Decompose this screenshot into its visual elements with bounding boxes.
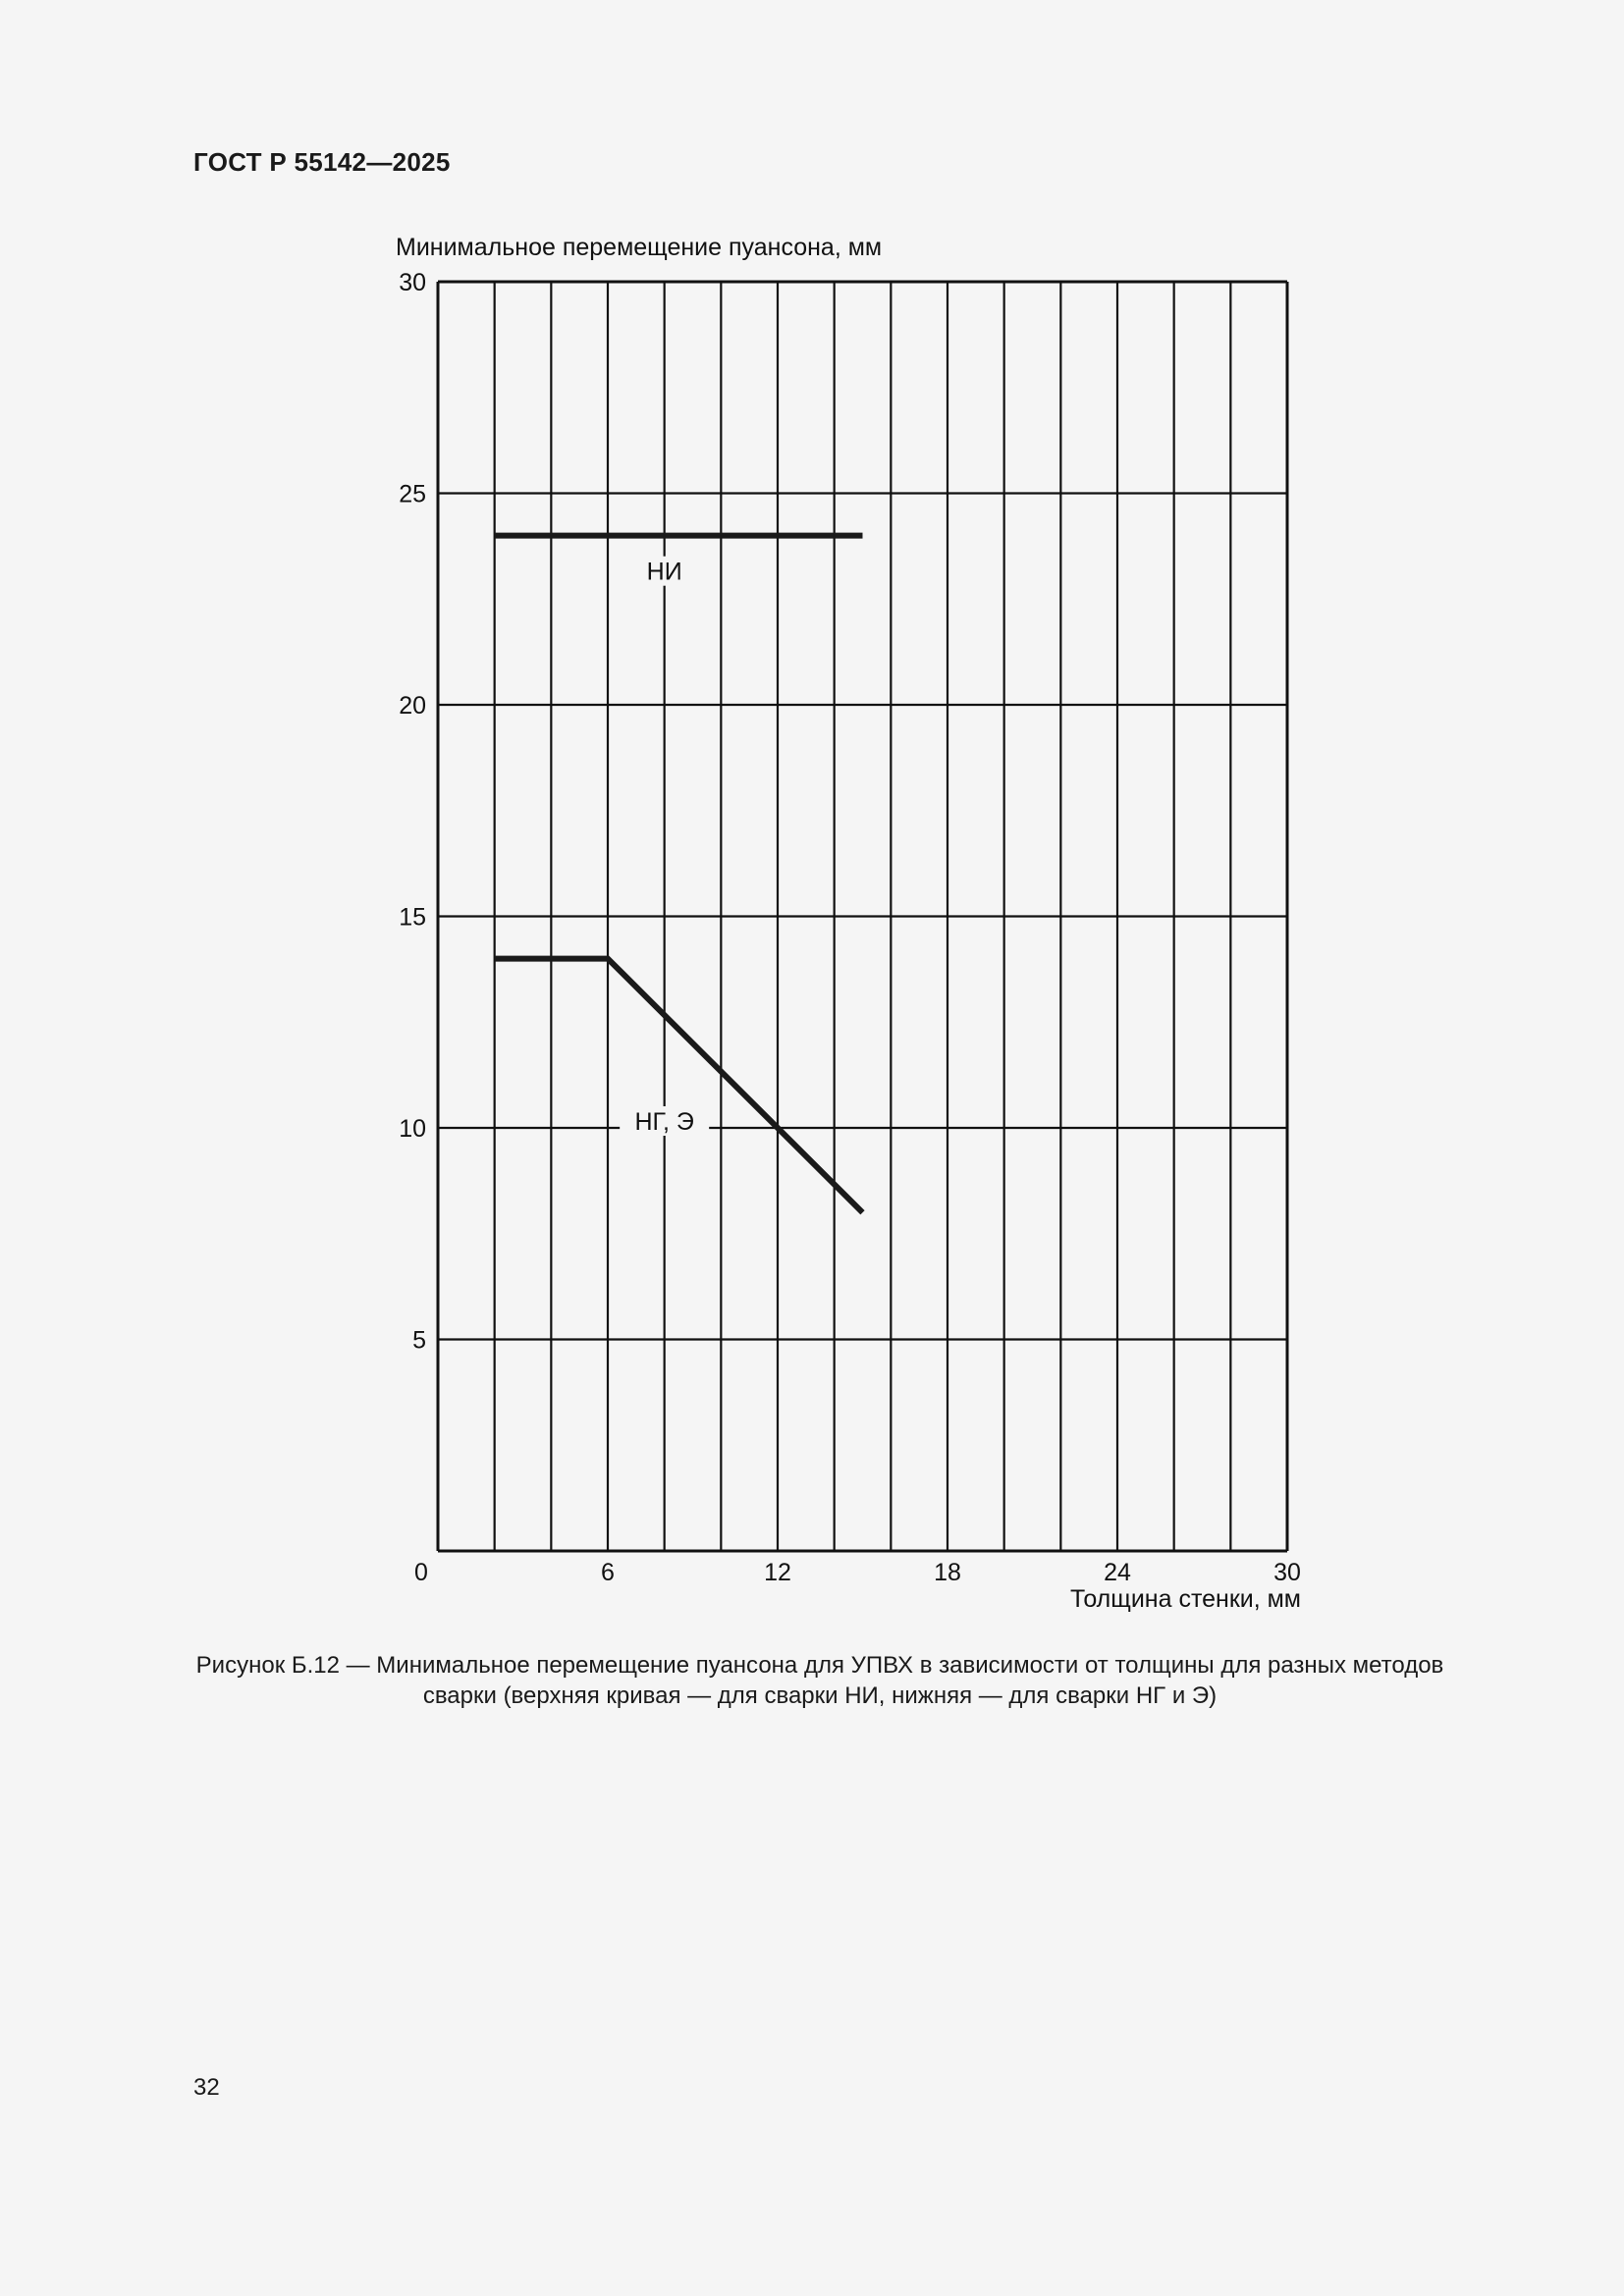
series-label: НГ, Э: [634, 1108, 694, 1136]
y-tick-label: 20: [399, 692, 426, 720]
series-label: НИ: [646, 558, 682, 586]
document-header: ГОСТ Р 55142—2025: [193, 147, 451, 177]
chart-ticks: [399, 269, 1301, 1586]
page-number: 32: [193, 2074, 220, 2101]
y-tick-label: 30: [399, 269, 426, 296]
series-line-2: [495, 959, 863, 1213]
y-tick-label: 5: [412, 1326, 426, 1355]
x-tick-label: 12: [764, 1559, 791, 1586]
figure-caption: Рисунок Б.12 — Минимальное перемещение пуансона для УПВХ в зависимости от толщины для разных методов сварки (верхняя кривая — для сварки НИ, нижняя — для сварки НГ и Э): [195, 1652, 1444, 1709]
x-tick-label: 30: [1273, 1559, 1301, 1586]
chart-grid: [438, 282, 1287, 1551]
x-axis-label: Толщина стенки, мм: [1070, 1585, 1301, 1613]
y-tick-label: 15: [399, 903, 426, 932]
y-tick-label: 10: [399, 1115, 426, 1143]
chart-series: [495, 536, 863, 1213]
y-tick-label: 25: [399, 480, 426, 508]
x-tick-label: 6: [601, 1559, 615, 1586]
x-tick-label: 18: [934, 1559, 961, 1586]
x-tick-label: 0: [414, 1559, 428, 1586]
y-axis-label: Минимальное перемещение пуансона, мм: [396, 234, 883, 261]
x-tick-label: 24: [1104, 1559, 1131, 1586]
